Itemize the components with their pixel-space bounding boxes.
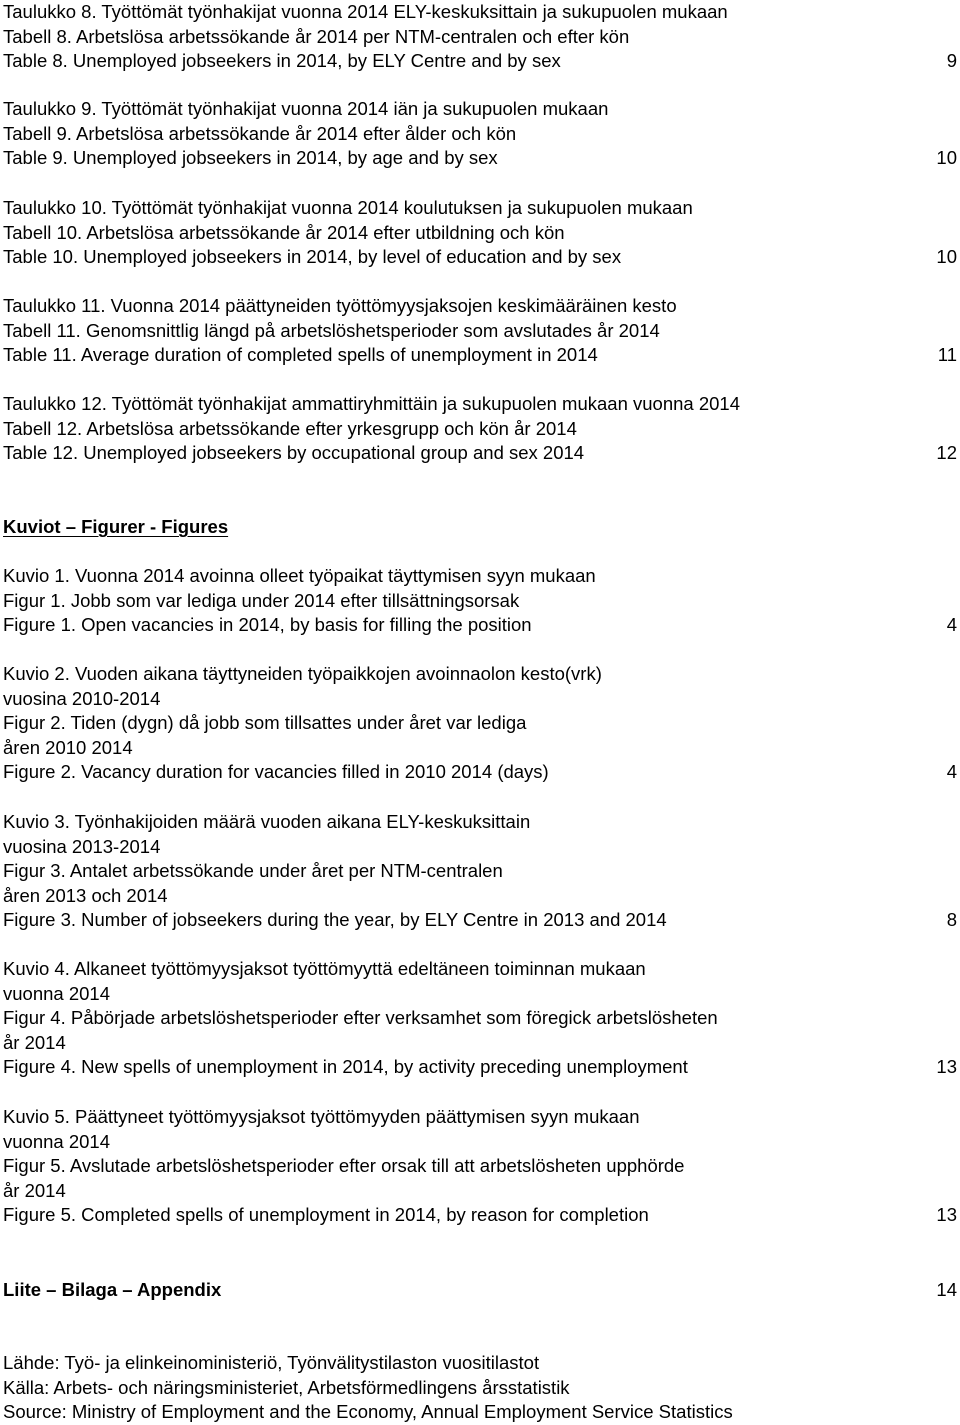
entry-line-fi: Kuvio 2. Vuoden aikana täyttyneiden työpaikkojen avoinnaolon kesto(vrk): [3, 663, 602, 684]
entry-line-fi: Kuvio 3. Työnhakijoiden määrä vuoden aikana ELY-keskuksittain: [3, 811, 531, 832]
entry-title-en: Table 10. Unemployed jobseekers in 2014, by level of education and by sex: [3, 246, 622, 267]
entry-line-sv: Figur 4. Påbörjade arbetslöshetsperioder efter verksamhet som föregick arbetslösheten: [3, 1007, 718, 1028]
entry-title-en: Figure 3. Number of jobseekers during the year, by ELY Centre in 2013 and 2014: [3, 909, 667, 930]
entry-line-en: [3, 908, 960, 933]
entry-line-fi: Taulukko 11. Vuonna 2014 päättyneiden työttömyysjaksojen keskimääräinen kesto: [3, 295, 677, 316]
entry-line-sv: Figur 1. Jobb som var lediga under 2014 efter tillsättningsorsak: [3, 589, 520, 611]
page-number: 12: [936, 442, 957, 463]
entry-line-en: [3, 441, 960, 466]
toc-entry-table-12[interactable]: [3, 392, 960, 466]
figures-heading: [3, 514, 960, 540]
toc-entry-figure-3[interactable]: [3, 810, 960, 933]
entry-line-en: [3, 146, 960, 171]
page-number: 4: [946, 761, 957, 782]
entry-line-sv-cont: år 2014: [3, 1031, 66, 1053]
entry-line-fi: Kuvio 5. Päättyneet työttömyysjaksot työttömyyden päättymisen syyn mukaan: [3, 1106, 640, 1127]
figures-heading-text: Kuviot – Figurer - Figures: [3, 516, 229, 537]
entry-line-fi: Taulukko 8. Työttömät työnhakijat vuonna 2014 ELY-keskuksittain ja sukupuolen mukaan: [3, 1, 728, 22]
entry-title-en: Figure 1. Open vacancies in 2014, by basis for filling the position: [3, 614, 532, 635]
entry-line-sv: Figur 2. Tiden (dygn) då jobb som tillsattes under året var lediga: [3, 712, 527, 733]
entry-line-fi-cont: vuosina 2010-2014: [3, 687, 161, 709]
entry-line-en: [3, 343, 960, 368]
entry-title-en: Table 12. Unemployed jobseekers by occupational group and sex 2014: [3, 442, 585, 463]
toc-entry-figure-1[interactable]: [3, 564, 960, 638]
source-line-sv: Källa: Arbets- och näringsministeriet, Arbetsförmedlingens årsstatistik: [3, 1376, 570, 1398]
entry-title-en: Figure 4. New spells of unemployment in 2014, by activity preceding unemployment: [3, 1056, 688, 1077]
toc-entry-table-8[interactable]: [3, 0, 960, 74]
appendix-label: Liite – Bilaga – Appendix: [3, 1279, 222, 1300]
entry-line-sv: Tabell 12. Arbetslösa arbetssökande efter yrkesgrupp och kön år 2014: [3, 417, 577, 439]
entry-line-sv: Figur 5. Avslutade arbetslöshetsperioder efter orsak till att arbetslösheten upphörde: [3, 1155, 685, 1176]
page-number: 9: [946, 50, 957, 71]
entry-line-fi: Taulukko 10. Työttömät työnhakijat vuonna 2014 koulutuksen ja sukupuolen mukaan: [3, 197, 693, 218]
entry-line-en: [3, 760, 960, 785]
page-number: 4: [946, 614, 957, 635]
toc-entry-table-11[interactable]: [3, 294, 960, 368]
page-number: 14: [936, 1279, 957, 1300]
toc-entry-appendix[interactable]: [3, 1277, 960, 1303]
entry-line-fi: Kuvio 4. Alkaneet työttömyysjaksot työttömyyttä edeltäneen toiminnan mukaan: [3, 958, 646, 979]
toc-entry-table-10[interactable]: [3, 196, 960, 270]
entry-line-fi: Kuvio 1. Vuonna 2014 avoinna olleet työpaikat täyttymisen syyn mukaan: [3, 565, 596, 586]
entry-line-sv: Tabell 9. Arbetslösa arbetssökande år 2014 efter ålder och kön: [3, 122, 517, 144]
page-number: 13: [936, 1204, 957, 1225]
toc-entry-figure-2[interactable]: [3, 662, 960, 785]
entry-line-en: [3, 613, 960, 638]
source-note: [3, 1351, 960, 1425]
page-number: 10: [936, 246, 957, 267]
entry-line-fi-cont: vuonna 2014: [3, 982, 110, 1004]
entry-line-sv-cont: år 2014: [3, 1179, 66, 1201]
toc-entry-table-9[interactable]: [3, 97, 960, 171]
entry-line-fi: Taulukko 9. Työttömät työnhakijat vuonna 2014 iän ja sukupuolen mukaan: [3, 98, 609, 119]
entry-title-en: Table 11. Average duration of completed spells of unemployment in 2014: [3, 344, 598, 365]
page-number: 13: [936, 1056, 957, 1077]
entry-line-fi-cont: vuonna 2014: [3, 1130, 110, 1152]
entry-line-sv: Figur 3. Antalet arbetssökande under året per NTM-centralen: [3, 860, 503, 881]
entry-title-en: Figure 2. Vacancy duration for vacancies filled in 2010 2014 (days): [3, 761, 549, 782]
entry-title-en: Table 9. Unemployed jobseekers in 2014, by age and by sex: [3, 147, 498, 168]
entry-line-sv-cont: åren 2013 och 2014: [3, 884, 168, 906]
entry-title-en: Table 8. Unemployed jobseekers in 2014, by ELY Centre and by sex: [3, 50, 561, 71]
source-line-en: Source: Ministry of Employment and the Economy, Annual Employment Service Statistics: [3, 1401, 733, 1422]
entry-line-sv: Tabell 10. Arbetslösa arbetssökande år 2014 efter utbildning och kön: [3, 221, 565, 243]
source-line-fi: Lähde: Työ- ja elinkeinoministeriö, Työnvälitystilaston vuositilastot: [3, 1352, 540, 1373]
entry-line-en: [3, 49, 960, 74]
entry-line-en: [3, 245, 960, 270]
entry-title-en: Figure 5. Completed spells of unemployment in 2014, by reason for completion: [3, 1204, 649, 1225]
entry-line-en: [3, 1203, 960, 1228]
entry-line-en: [3, 1055, 960, 1080]
entry-line-sv: Tabell 11. Genomsnittlig längd på arbetslöshetsperioder som avslutades år 2014: [3, 319, 660, 341]
entry-line-sv-cont: åren 2010 2014: [3, 736, 133, 758]
entry-line-fi: Taulukko 12. Työttömät työnhakijat ammattiryhmittäin ja sukupuolen mukaan vuonna 2014: [3, 393, 741, 414]
entry-line-fi-cont: vuosina 2013-2014: [3, 835, 161, 857]
page-number: 10: [936, 147, 957, 168]
entry-line-sv: Tabell 8. Arbetslösa arbetssökande år 2014 per NTM-centralen och efter kön: [3, 25, 630, 47]
toc-entry-figure-4[interactable]: [3, 957, 960, 1080]
toc-entry-figure-5[interactable]: [3, 1105, 960, 1228]
page-number: 11: [937, 344, 957, 365]
page-number: 8: [946, 909, 957, 930]
